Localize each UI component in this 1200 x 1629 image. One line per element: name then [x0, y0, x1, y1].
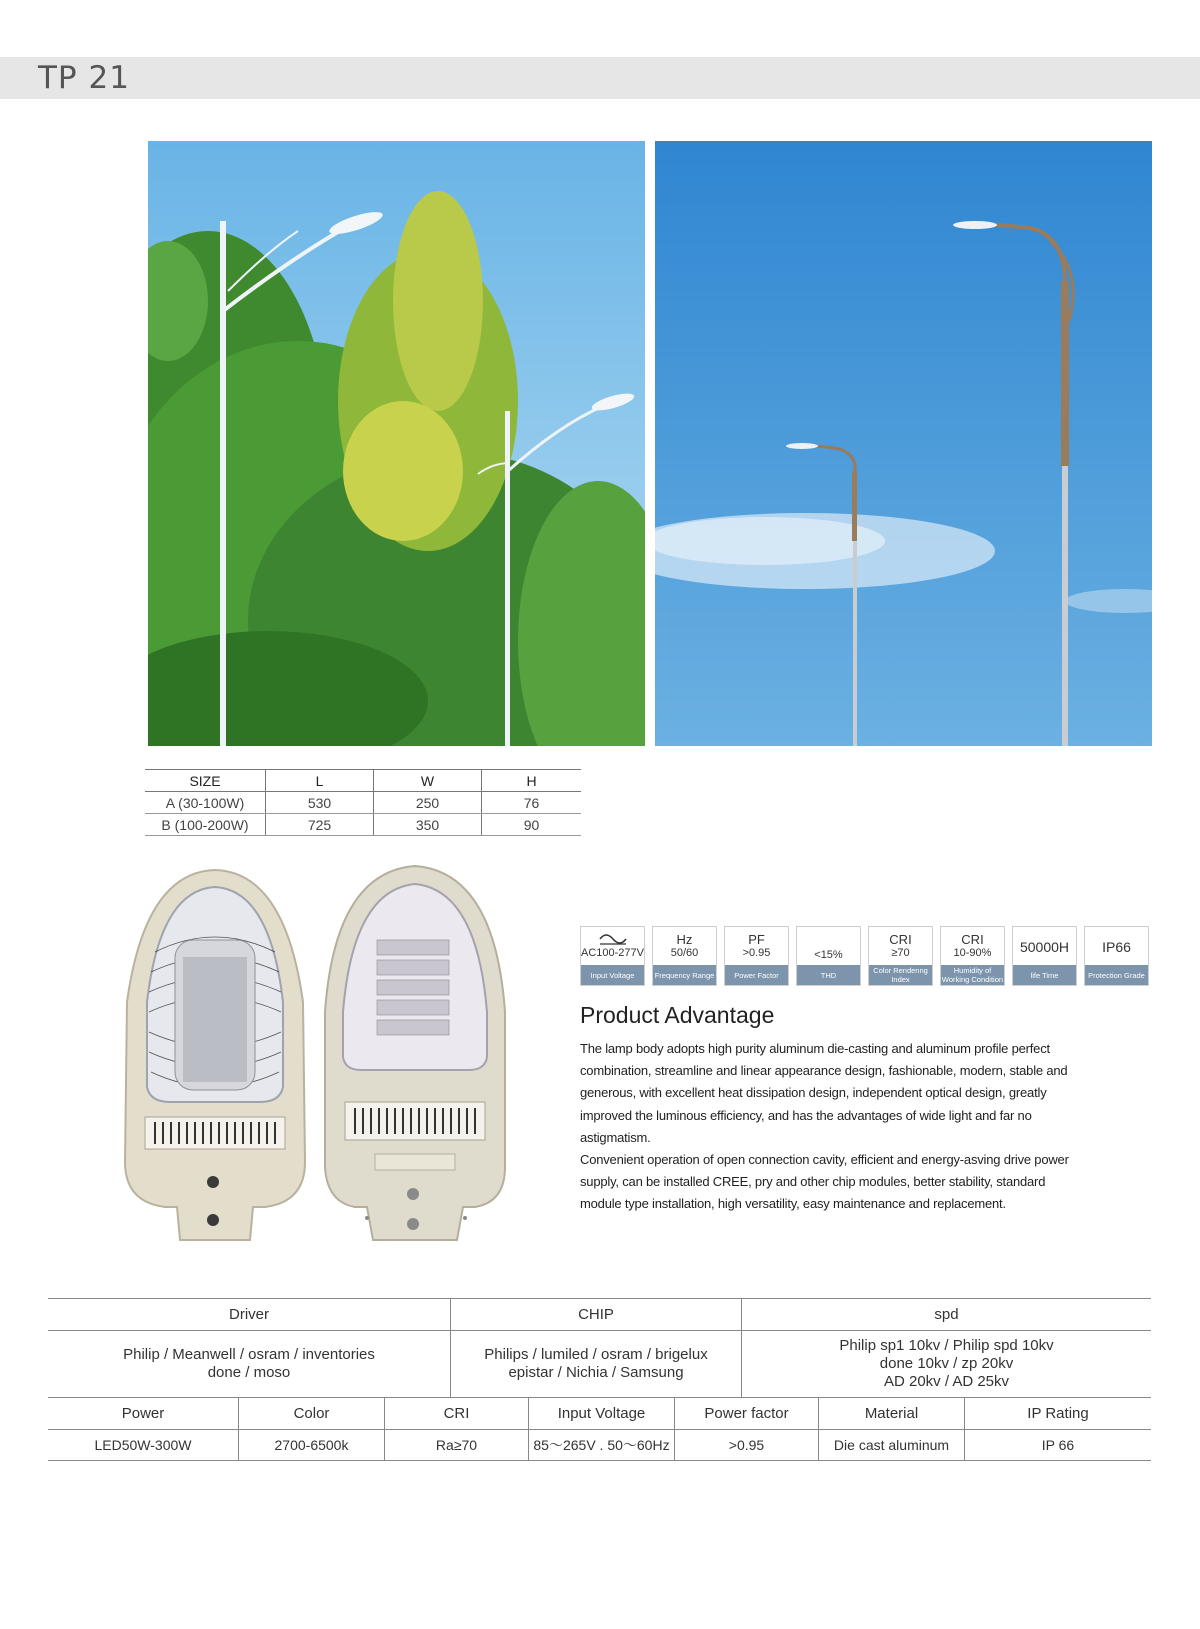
icon-value: AC100-277V [581, 947, 644, 959]
advantage-paragraph: Convenient operation of open connection cavity, efficient and energy-asving drive power supply, can be installed CREE, pry and other chip modules, better stability, standard module type installation, high versatility, easy maintenance and replacement. [580, 1152, 1069, 1212]
icon-value: 50/60 [670, 947, 699, 959]
performance-spec-table [48, 1398, 1151, 1461]
icon-value: >0.95 [742, 947, 771, 959]
chip-line: Philips / lumiled / osram / brigelux [484, 1346, 708, 1363]
chip-header: CHIP [451, 1299, 742, 1331]
component-spec-header-row [48, 1299, 1151, 1331]
table-row [48, 1331, 1151, 1398]
icon-caption: THD [797, 965, 860, 985]
power-header: Power [48, 1398, 239, 1430]
input-voltage-cell: 85～265V . 50～60Hz [529, 1430, 675, 1461]
size-header: SIZE [145, 770, 266, 792]
input-voltage-header: Input Voltage [529, 1398, 675, 1430]
product-model-title: TP 21 [38, 60, 130, 96]
width-cell: 350 [374, 814, 482, 836]
length-cell: 725 [266, 814, 374, 836]
icon-label: CRI [889, 932, 912, 947]
power-factor-icon-card [724, 926, 789, 986]
icon-label: CRI [961, 932, 984, 947]
icon-caption: Frequency Range [653, 965, 716, 985]
protection-grade-icon-card [1084, 926, 1149, 986]
driver-cell [48, 1331, 451, 1398]
length-header: L [266, 770, 374, 792]
street-light-trees-photo [148, 141, 645, 746]
icon-value: <15% [814, 949, 843, 961]
icon-caption: Protection Grade [1085, 965, 1148, 985]
spd-line: done 10kv / zp 20kv [879, 1355, 1014, 1372]
ip-rating-cell: IP 66 [965, 1430, 1152, 1461]
material-cell: Die cast aluminum [819, 1430, 965, 1461]
lamp-product-images [115, 862, 525, 1242]
icon-caption: Power Factor [725, 965, 788, 985]
height-header: H [482, 770, 582, 792]
power-cell: LED50W-300W [48, 1430, 239, 1461]
icon-value: 50000H [1019, 939, 1070, 955]
table-row [145, 814, 581, 836]
color-header: Color [239, 1398, 385, 1430]
power-factor-header: Power factor [675, 1398, 819, 1430]
driver-line: done / moso [207, 1364, 291, 1381]
width-header: W [374, 770, 482, 792]
spd-line: Philip sp1 10kv / Philip spd 10kv [839, 1337, 1054, 1354]
header-band [0, 57, 1200, 99]
humidity-icon-card [940, 926, 1005, 986]
ac-wave-icon [598, 931, 628, 947]
advantage-paragraph: The lamp body adopts high purity aluminum die-casting and aluminum profile perfect combination, streamline and linear appearance design, fashionable, modern, stable and generous, with excellent heat dissipation design, independent optical design, greatly improved the luminous efficiency, and has the advantages of wide light and far no astigmatism. [580, 1041, 1068, 1145]
thd-icon-card [796, 926, 861, 986]
table-row [48, 1430, 1151, 1461]
chip-line: epistar / Nichia / Samsung [508, 1364, 684, 1381]
icon-caption: life Time [1013, 965, 1076, 985]
lamp-back-image [325, 866, 505, 1240]
length-cell: 530 [266, 792, 374, 814]
street-light-sky-photo [655, 141, 1152, 746]
icon-value: IP66 [1102, 939, 1131, 955]
cri-cell: Ra≥70 [385, 1430, 529, 1461]
performance-spec-header-row [48, 1398, 1151, 1430]
spd-line: AD 20kv / AD 25kv [883, 1373, 1010, 1390]
table-row [145, 792, 581, 814]
size-table-header-row [145, 770, 581, 792]
material-header: Material [819, 1398, 965, 1430]
icon-label: PF [748, 932, 765, 947]
size-table [145, 769, 581, 836]
chip-cell [451, 1331, 742, 1398]
lamp-front-image [125, 870, 305, 1240]
ip-rating-header: IP Rating [965, 1398, 1152, 1430]
product-advantage-title: Product Advantage [580, 1002, 775, 1028]
spd-header: spd [742, 1299, 1152, 1331]
driver-line: Philip / Meanwell / osram / inventories [123, 1346, 375, 1363]
icon-caption: Humidity of Working Condition [941, 966, 1004, 984]
driver-header: Driver [48, 1299, 451, 1331]
icon-value: ≥70 [891, 947, 910, 959]
height-cell: 90 [482, 814, 582, 836]
icon-label: Hz [676, 932, 693, 947]
component-spec-table [48, 1298, 1151, 1398]
product-advantage-body [580, 1038, 1075, 1216]
cri-icon-card [868, 926, 933, 986]
color-cell: 2700-6500k [239, 1430, 385, 1461]
life-time-icon-card [1012, 926, 1077, 986]
height-cell: 76 [482, 792, 582, 814]
width-cell: 250 [374, 792, 482, 814]
icon-value: 10-90% [953, 947, 992, 959]
spd-cell [742, 1331, 1152, 1398]
size-cell: A (30-100W) [145, 792, 266, 814]
frequency-icon-card [652, 926, 717, 986]
icon-caption: Input Voltage [581, 965, 644, 985]
spec-icons-row [580, 926, 1180, 988]
input-voltage-icon-card [580, 926, 645, 986]
power-factor-cell: >0.95 [675, 1430, 819, 1461]
icon-caption: Color Rendenng Index [869, 965, 932, 985]
cri-header: CRI [385, 1398, 529, 1430]
size-cell: B (100-200W) [145, 814, 266, 836]
